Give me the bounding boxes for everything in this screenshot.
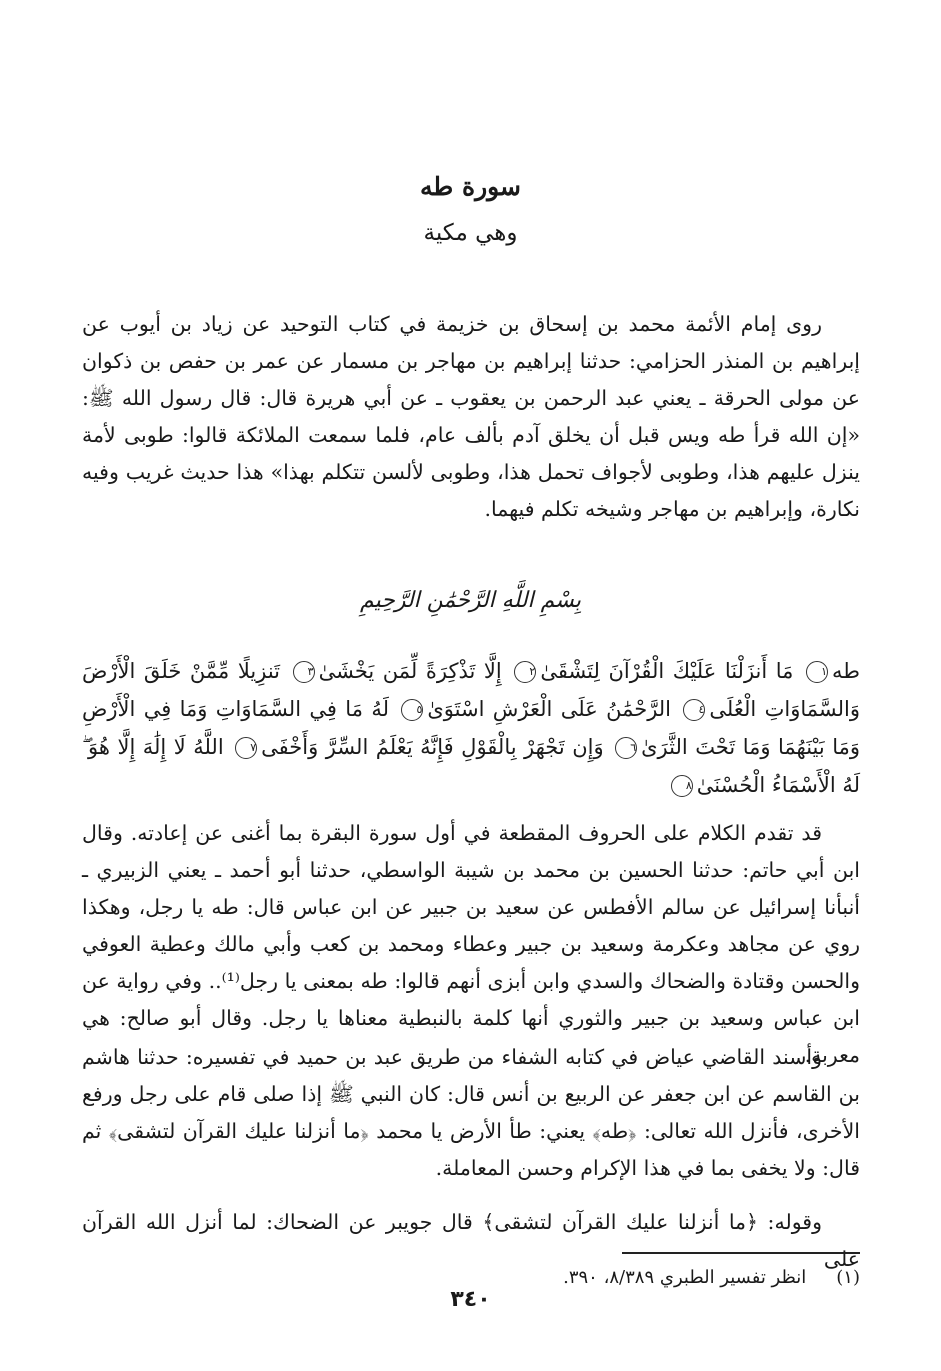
verse-text: وَإِن تَجْهَرْ بِالْقَوْلِ فَإِنَّهُ يَعْلَمُ السِّرَّ وَأَخْفَى bbox=[261, 735, 604, 759]
verse-text: اللَّهُ لَا إِلَٰهَ إِلَّا هُوَ ۖ لَهُ الْأَسْمَاءُ الْحُسْنَىٰ bbox=[82, 735, 860, 797]
verse-number: ٣ bbox=[293, 661, 315, 683]
verse-text: مَا أَنزَلْنَا عَلَيْكَ الْقُرْآنَ لِتَشْقَىٰ bbox=[540, 659, 794, 683]
page-number: ٣٤٠ bbox=[450, 1287, 491, 1312]
footnote-text: انظر تفسير الطبري ٨/٣٨٩، ٣٩٠. bbox=[563, 1267, 807, 1288]
verse-number: ١ bbox=[806, 661, 828, 683]
verse-number: ٥ bbox=[401, 699, 423, 721]
verse-number: ٦ bbox=[615, 737, 637, 759]
surah-title: سورة طه bbox=[419, 172, 522, 201]
surah-subtitle: وهي مكية bbox=[423, 220, 518, 246]
verse-number: ٢ bbox=[514, 661, 536, 683]
footnote bbox=[563, 1267, 860, 1288]
verse-text: تَنزِيلًا مِّمَّنْ خَلَقَ الْأَرْضَ وَالسَّمَاوَاتِ الْعُلَى bbox=[82, 659, 860, 721]
verse-number: ٨ bbox=[671, 775, 693, 797]
basmala bbox=[0, 588, 941, 613]
verse-text: لَهُ مَا فِي السَّمَاوَاتِ وَمَا فِي الْأَرْضِ وَمَا بَيْنَهُمَا وَمَا تَحْتَ الثَّرَىٰ bbox=[82, 697, 860, 759]
verse-text: طه bbox=[832, 659, 860, 683]
quran-verses bbox=[82, 652, 860, 804]
verse-text: الرَّحْمَٰنُ عَلَى الْعَرْشِ اسْتَوَىٰ bbox=[427, 697, 672, 721]
intro-paragraph: روى إمام الأئمة محمد بن إسحاق بن خزيمة في كتاب التوحيد عن زياد بن أيوب عن إبراهيم بن المنذر الحزامي: حدثنا إبراهيم بن مهاجر بن مسمار عن عمر بن حفص بن ذكوان عن مولى الحرقة ـ يعني عبد الرحمن بن يعقوب ـ عن أبي هريرة قال: قال رسول الله ﷺ: «إن الله قرأ طه ويس قبل أن يخلق آدم بألف عام، فلما سمعت الملائكة قالوا: طوبى لأمة ينزل عليهم هذا، وطوبى لأجواف تحمل هذا، وطوبى لألسن تتكلم بهذا» هذا حديث غريب وفيه نكارة، وإبراهيم بن مهاجر وشيخه تكلم فيهما. bbox=[82, 312, 860, 521]
verse-number: ٧ bbox=[235, 737, 257, 759]
verse-text: إِلَّا تَذْكِرَةً لِّمَن يَخْشَىٰ bbox=[318, 659, 502, 683]
footnote-divider bbox=[622, 1252, 860, 1254]
commentary-paragraph-1: قد تقدم الكلام على الحروف المقطعة في أول سورة البقرة بما أغنى عن إعادته. وقال ابن أبي حاتم: حدثنا الحسين بن محمد بن شيبة الواسطي، حدثنا أبو أحمد ـ يعني الزبيري ـ أنبأنا إسرائيل عن سالم الأفطس عن سعيد بن جبير عن ابن عباس قال: طه يا رجل، وهكذا روي عن مجاهد وعكرمة وسعيد بن جبير وعطاء ومحمد بن كعب وأبي مالك وعطية العوفي والحسن وقتادة والضحاك والسدي وابن أبزى أنهم قالوا: طه بمعنى يا رجل⁽¹⁾.. وفي رواية عن ابن عباس وسعيد بن جبير والثوري أنها كلمة بالنبطية معناها يا رجل. وقال أبو صالح: هي معربة. bbox=[82, 821, 860, 1067]
verse-number: ٤ bbox=[683, 699, 705, 721]
commentary-paragraph-3: وقوله: ﴿ما أنزلنا عليك القرآن لتشقى﴾ قال جويبر عن الضحاك: لما أنزل الله القرآن على bbox=[82, 1210, 860, 1271]
commentary-paragraph-2: وأسند القاضي عياض في كتابه الشفاء من طريق عبد بن حميد في تفسيره: حدثنا هاشم بن القاسم عن ابن جعفر عن الربيع بن أنس قال: كان النبي ﷺ إذا صلى قام على رجل ورفع الأخرى، فأنزل الله تعالى: ﴿طه﴾ يعني: طأ الأرض يا محمد ﴿ما أنزلنا عليك القرآن لتشقى﴾ ثم قال: ولا يخفى بما في هذا الإكرام وحسن المعاملة. bbox=[82, 1045, 860, 1180]
basmala-text: بِسْمِ اللَّهِ الرَّحْمَٰنِ الرَّحِيمِ bbox=[359, 588, 582, 613]
footnote-marker: (١) bbox=[836, 1267, 860, 1288]
